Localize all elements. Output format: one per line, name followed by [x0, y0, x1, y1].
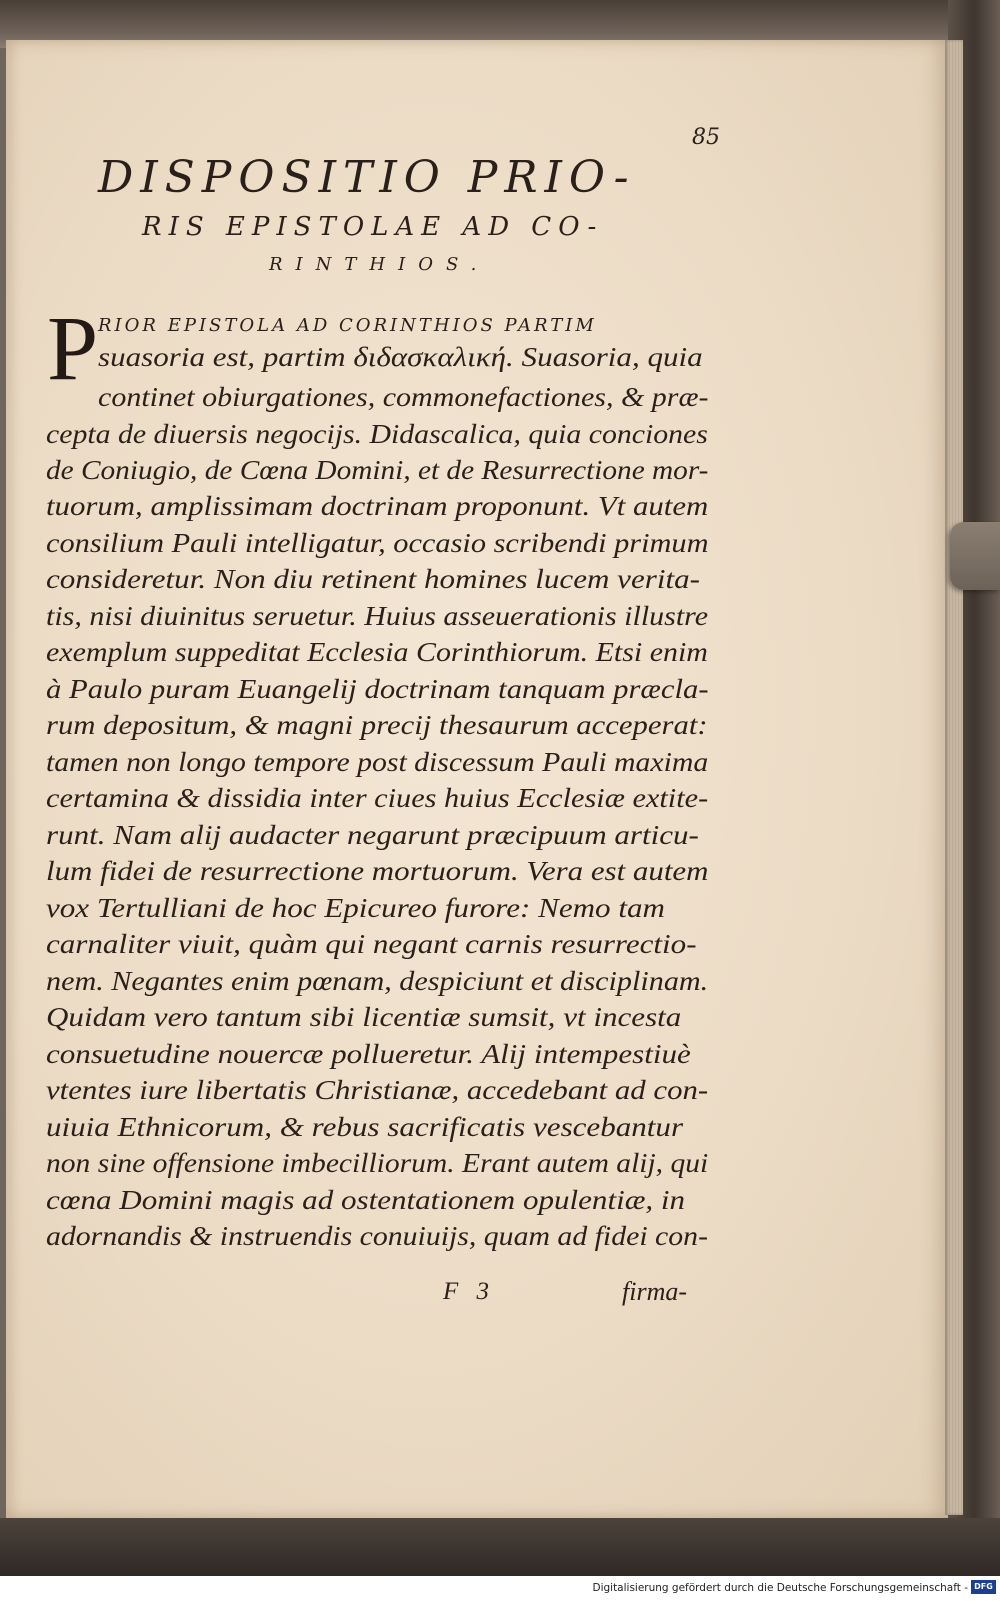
book-bottom-edge — [0, 1518, 1000, 1576]
title-line-2: RIS EPISTOLAE AD CO- — [142, 212, 604, 242]
dfg-logo: DFG — [971, 1580, 996, 1594]
text-line: tamen non longo tempore post discessum Pauli maxima — [46, 747, 709, 777]
text-line: Quidam vero tantum sibi licentiæ sumsit, vt incesta — [46, 1002, 682, 1032]
text-line: exemplum suppeditat Ecclesia Corinthiorum. Etsi enim — [46, 637, 708, 667]
text-line: carnaliter viuit, quàm qui negant carnis resurrectio- — [46, 929, 697, 959]
drop-cap-initial: P — [47, 297, 99, 399]
text-line: cœna Domini magis ad ostentationem opulentiæ, in — [46, 1185, 686, 1215]
text-line: tuorum, amplissimam doctrinam proponunt. Vt autem — [46, 491, 709, 521]
text-line: consilium Pauli intelligatur, occasio scribendi primum — [46, 528, 709, 558]
text-line: continet obiurgationes, commonefactiones, & præ- — [98, 382, 709, 412]
text-line: lum fidei de resurrectione mortuorum. Vera est autem — [46, 856, 709, 886]
text-line: rum depositum, & magni precij thesaurum acceperat: — [46, 710, 708, 740]
page-number: 85 — [692, 125, 720, 150]
title-line-1: DISPOSITIO PRIO- — [98, 152, 636, 203]
text-line: adornandis & instruendis conuiuijs, quam ad fidei con- — [46, 1221, 708, 1251]
text-line: vox Tertulliani de hoc Epicureo furore: Nemo tam — [46, 893, 665, 923]
text-line: cepta de diuersis negocijs. Didascalica, quia conciones — [46, 419, 708, 449]
text-line: non sine offensione imbecilliorum. Erant autem alij, qui — [46, 1148, 709, 1178]
text-line: certamina & dissidia inter ciues huius Ecclesiæ extite- — [46, 783, 709, 813]
text-line: vtentes iure libertatis Christianæ, accedebant ad con- — [46, 1075, 709, 1105]
title-line-3: RINTHIOS. — [269, 254, 490, 275]
text-line: à Paulo puram Euangelij doctrinam tanquam præcla- — [46, 674, 709, 704]
catchword: firma- — [622, 1277, 687, 1306]
text-line: consuetudine nouercæ pollueretur. Alij intempestiuè — [46, 1039, 691, 1069]
text-line: suasoria est, partim διδασκαλική. Suasoria, quia — [98, 342, 703, 372]
text-line: runt. Nam alij audacter negarunt præcipuum articu- — [46, 820, 699, 850]
text-line: tis, nisi diuinitus seruetur. Huius asseuerationis illustre — [46, 601, 709, 631]
first-text-line: RIOR EPISTOLA AD CORINTHIOS PARTIM — [98, 315, 597, 336]
text-line: de Coniugio, de Cœna Domini, et de Resurrectione mor- — [46, 455, 709, 485]
text-line: nem. Negantes enim pœnam, despiciunt et disciplinam. — [46, 966, 709, 996]
funding-notice: Digitalisierung gefördert durch die Deutsche Forschungsgemeinschaft - — [592, 1582, 968, 1594]
text-line: uiuia Ethnicorum, & rebus sacrificatis vescebantur — [46, 1112, 684, 1142]
signature-mark: F 3 — [443, 1278, 496, 1305]
text-line: consideretur. Non diu retinent homines lucem verita- — [46, 564, 700, 594]
